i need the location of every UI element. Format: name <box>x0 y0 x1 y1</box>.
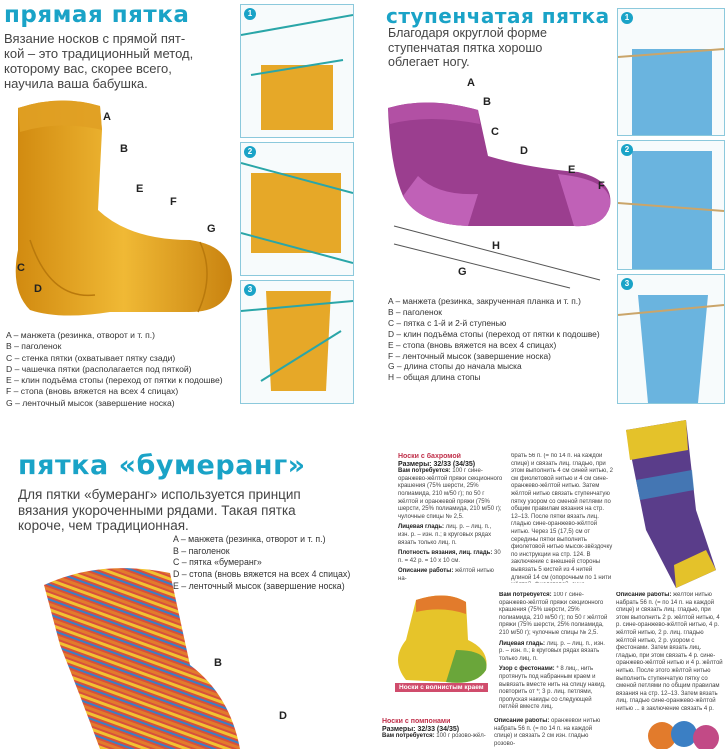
step-number: 2 <box>244 146 256 158</box>
straight-label-c: C <box>17 262 25 274</box>
pattern-col-4: Описание работы: жёлтой нитью набрать 56 п. (= по 14 п. на каждой спице) и связать лиц. гладью, при этом выполнить 2 р. жёлтой нитью, 4 р. сине-оранжево-жёлтой нитью, 4 р. жёлтой нитью, 2 р. лиц. гладью жёлтой нитью, 2 р. узором с фестонами. Затем вязать лиц. гладью, при этом связать 4 р. сине-оранжево-жёлтой нитью и 4 р. жёлтой нитью. После этого жёлтой нитью выполнить ступенчатую пятку со сменой петлями по общим правилам вязания на стр. 12–13. Затем вязать лиц. гладью сине-оранжево-жёлтой нитью ... в заключение связать 4 р. <box>616 592 723 712</box>
step-number: 3 <box>244 284 256 296</box>
stepped-heel-intro: Благодаря округлой форме ступенчатая пятка хорошо облегает ногу. <box>388 26 547 69</box>
straight-heel-title: прямая пятка <box>4 2 190 28</box>
stepped-label-c: C <box>491 126 499 138</box>
pattern-col-6: Описание работы: оранжевой нитью набрать 56 п. (= по 14 п. на каждой спице) и связать 2 см изн. гладью розово- <box>494 718 601 747</box>
pompom-socks-size: Размеры: 32/33 (34/35) <box>382 725 460 733</box>
boomerang-heel-intro: Для пятки «бумеранг» используется принцип вязания укороченными рядами. Такая пятка короче, чем традиционная. <box>18 487 301 533</box>
fringe-socks-heading: Носки с бахромой <box>398 453 461 460</box>
boomerang-heel-legend: A – манжета (резинка, отворот и т. п.) B – паголенок C – пятка «бумеранг» D – стопа (вновь вяжется на всех 4 спицах) E – ленточный мысок (завершение носка) <box>173 534 351 591</box>
straight-label-d: D <box>34 283 42 295</box>
step-number: 1 <box>244 8 256 20</box>
pompom-photo <box>640 714 726 749</box>
stepped-label-h: H <box>492 240 500 252</box>
straight-label-e: E <box>136 183 144 195</box>
straight-label-g: G <box>207 223 216 235</box>
stepped-label-a: A <box>467 77 475 89</box>
step-number: 3 <box>621 278 633 290</box>
pattern-col-1: Носки с бахромой Размеры: 32/33 (34/35) Вам потребуется: 100 г сине-оранжево-жёлтой пряжи секционного крашения (75% шерсти, 25% полиамида, 210 м/50 г); по 50 г жёлтой и оранжевой пряжи (75% шерсти, 25% полиамида, 210 м/50 г); чулочные спицы № 2,5. Лицевая гладь: лиц. р. – лиц. п., изн. р. – изн. п.; в круговых рядах вязать только лиц. п. Плотность вязания, лиц. гладь: 30 п. = 42 р. = 10 х 10 см. Описание работы: жёлтой нитью на- <box>398 453 503 582</box>
multicolor-sock-illustration <box>40 545 290 749</box>
straight-step-1-photo <box>240 4 354 138</box>
stripe-sock-photo <box>616 420 722 590</box>
boomerang-heel-title: пятка «бумеранг» <box>18 450 306 481</box>
pattern-col-5: Носки с помпонами Размеры: 32/33 (34/35) Вам потребуется: 100 г розово-жёл- <box>382 718 492 749</box>
straight-step-3-photo <box>240 280 354 404</box>
step-number: 1 <box>621 12 633 24</box>
straight-heel-legend: A – манжета (резинка, отворот и т. п.) B – паголенок C – стенка пятки (охватывает пятку сзади) D – чашечка пятки (располагается под пяткой) E – клин подъёма стопы (переход от пятки к подошве) F – стопа (вновь вяжется на всех 4 спицах) G – ленточный мысок (завершение носка) <box>6 330 223 408</box>
stepped-label-b: B <box>483 96 491 108</box>
yellow-wave-sock-photo <box>386 590 496 690</box>
stepped-heel-title: ступенчатая пятка <box>386 4 610 28</box>
stepped-label-d: D <box>520 145 528 157</box>
boomerang-label-b: B <box>214 657 222 669</box>
wave-socks-tag: Носки с волнистым краем <box>395 683 488 692</box>
pompom-socks-heading: Носки с помпонами <box>382 718 451 725</box>
boomerang-label-d: D <box>279 710 287 722</box>
pattern-col-2: брать 56 п. (= по 14 п. на каждой спице) и связать лиц. гладью, при этом выполнить 4 см синей нитью, 2 см фиолетовой нитью и 4 см сине-оранжево-жёлтой нитью. Затем жёлтой нитью связать ступенчатую пятку узором со сменой петлями по общим правилам вязания на стр. 12–13. После пятки вязать лиц. гладью сине-оранжево-жёлтой нитью. Через 15 (17,5) см от середины пятки выполнить фиолетовой нитью мысок-звёздочку по инструкции на стр. 124. В заключение с внешней стороны вывязать 5 кистей из 4 нитей длиной 14 см (опорочным по 1 нити <box>511 453 613 581</box>
pattern-col-3: Вам потребуется: 100 г сине-оранжево-жёлтой пряжи секционного крашения (75% шерсти, 25% полиамида, 210 м/50 г); по 50 г жёлтой пряжи (75% шерсти, 25% полиамида, 210 м/50 г); чулочные спицы № 2,5. Лицевая гладь: лиц. р. – лиц. п., изн. р. – изн. п.; в круговых рядах вязать только лиц. п. Узор с фестонами: * 8 лиц., нить протянуть под набранным краем и вывязать вместе нить на спицу накид, повторить от *; 3 р. лиц. петлями, пропуская накиды со следующей петлёй вместе лиц. <box>499 592 608 711</box>
straight-step-2-photo <box>240 142 354 276</box>
straight-label-a: A <box>103 111 111 123</box>
stepped-label-g: G <box>458 266 467 278</box>
straight-heel-intro: Вязание носков с прямой пят- кой – это традиционный метод, которому вас, скорее всего, научила ваша бабушка. <box>4 31 194 91</box>
straight-label-b: B <box>120 143 128 155</box>
stepped-label-f: F <box>598 180 605 192</box>
stepped-step-1-photo <box>617 8 725 136</box>
fringe-socks-size: Размеры: 32/33 (34/35) <box>398 460 476 468</box>
stepped-heel-legend: A – манжета (резинка, закрученная планка и т. п.) B – паголенок C – пятка с 1-й и 2-й ступенью D – клин подъёма стопы (переход от пятки к подошве) E – стопа (вновь вяжется на всех 4 спицах) F – ленточный мысок (завершение носка) G – длина стопы до начала мыска H – общая длина стопы <box>388 296 600 383</box>
length-lines <box>390 222 610 292</box>
straight-label-f: F <box>170 196 177 208</box>
purple-sock-illustration <box>378 76 618 236</box>
step-number: 2 <box>621 144 633 156</box>
stepped-step-2-photo <box>617 140 725 270</box>
stepped-label-e: E <box>568 164 576 176</box>
stepped-step-3-photo <box>617 274 725 404</box>
